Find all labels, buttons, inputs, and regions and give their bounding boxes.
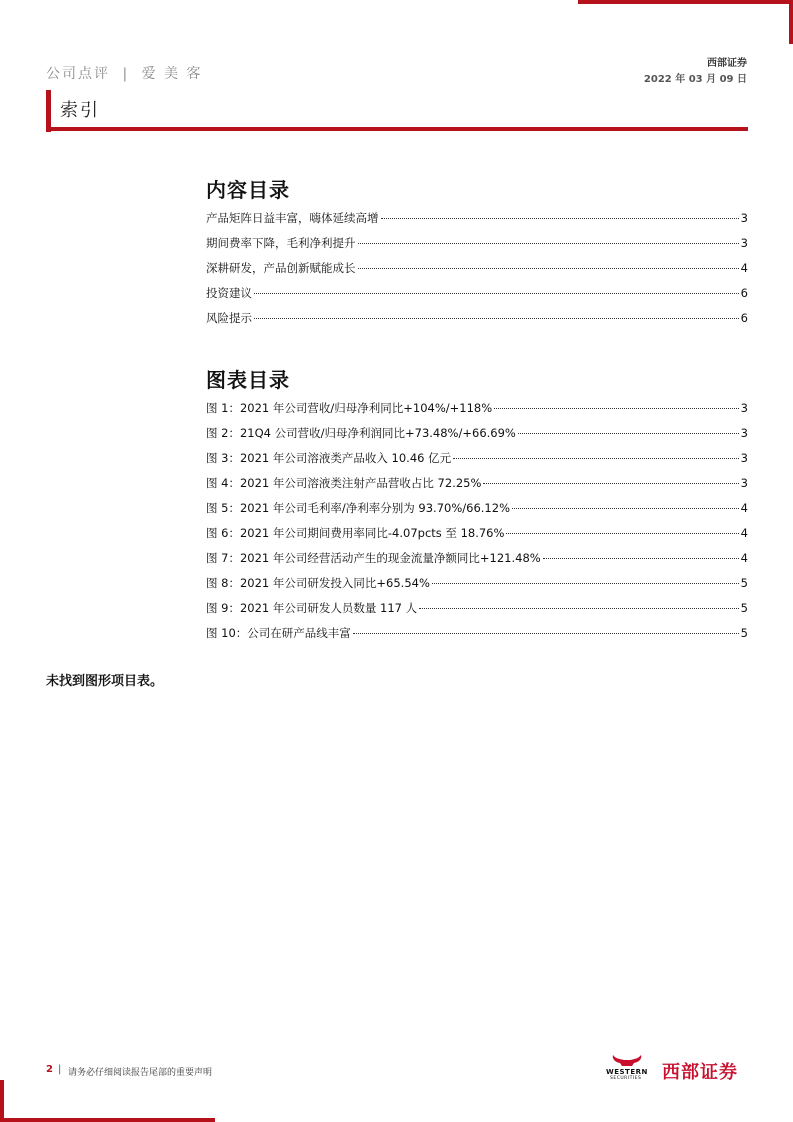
toc-entry-label: 投资建议	[206, 286, 252, 300]
toc-entry[interactable]	[206, 235, 748, 260]
dot-leader	[453, 458, 739, 459]
logo-chinese-text: 西部证券	[662, 1062, 738, 1083]
toc-entry-page: 3	[740, 236, 748, 250]
report-date: 2022 年 03 月 09 日	[643, 74, 747, 85]
toc-entry[interactable]	[206, 310, 748, 335]
figure-entry[interactable]	[206, 425, 748, 450]
figure-entry[interactable]	[206, 550, 748, 575]
figure-entry[interactable]	[206, 600, 748, 625]
figure-entry-label: 图 4：2021 年公司溶液类注射产品营收占比 72.25%	[206, 476, 482, 490]
toc-entry[interactable]	[206, 285, 748, 310]
toc-entry-label: 深耕研发，产品创新赋能成长	[206, 261, 356, 275]
dot-leader	[512, 508, 739, 509]
figure-entry[interactable]	[206, 575, 748, 600]
figure-entry-label: 图 7：2021 年公司经营活动产生的现金流量净额同比+121.48%	[206, 551, 541, 565]
toc-entry-page: 6	[740, 311, 748, 325]
contents-list	[206, 210, 748, 335]
figure-entry[interactable]	[206, 400, 748, 425]
figure-entry[interactable]	[206, 500, 748, 525]
company-logo	[606, 1054, 748, 1084]
toc-entry-label: 产品矩阵日益丰富，嗨体延续高增	[206, 211, 379, 225]
figure-entry-label: 图 8：2021 年公司研发投入同比+65.54%	[206, 576, 430, 590]
toc-entry[interactable]	[206, 210, 748, 235]
figure-entry-page: 3	[740, 426, 748, 440]
dot-leader	[381, 218, 739, 219]
header-brand: 西部证券	[707, 58, 747, 69]
figure-entry-page: 4	[740, 551, 748, 565]
logo-english-subtext: SECURITIES	[610, 1076, 642, 1081]
toc-entry-page: 4	[740, 261, 748, 275]
dot-leader	[419, 608, 739, 609]
figure-entry-label: 图 6：2021 年公司期间费用率同比-4.07pcts 至 18.76%	[206, 526, 505, 540]
dot-leader	[432, 583, 739, 584]
page-number: 2	[46, 1064, 53, 1075]
figure-entry-page: 4	[740, 501, 748, 515]
figure-entry-page: 4	[740, 526, 748, 540]
section-rule	[46, 127, 748, 131]
figure-entry-label: 图 1：2021 年公司营收/归母净利同比+104%/+118%	[206, 401, 493, 415]
section-accent-bar	[46, 90, 51, 132]
figure-entry[interactable]	[206, 450, 748, 475]
figure-entry-page: 5	[740, 626, 748, 640]
figure-entry-label: 图 3：2021 年公司溶液类产品收入 10.46 亿元	[206, 451, 452, 465]
dot-leader	[518, 433, 739, 434]
dot-leader	[254, 318, 739, 319]
figure-entry-page: 3	[740, 401, 748, 415]
toc-entry-label: 风险提示	[206, 311, 252, 325]
dot-leader	[506, 533, 738, 534]
figure-entry[interactable]	[206, 625, 748, 650]
report-type: 公司点评	[46, 66, 110, 82]
dot-leader	[483, 483, 738, 484]
figures-list	[206, 400, 748, 650]
dot-leader	[494, 408, 739, 409]
toc-entry[interactable]	[206, 260, 748, 285]
toc-entry-page: 3	[740, 211, 748, 225]
figures-heading: 图表目录	[206, 368, 290, 392]
section-title: 索引	[60, 100, 100, 121]
figure-entry-page: 3	[740, 451, 748, 465]
dot-leader	[358, 268, 739, 269]
dot-leader	[353, 633, 739, 634]
toc-entry-page: 6	[740, 286, 748, 300]
bottom-left-corner-frame	[0, 1080, 215, 1122]
toc-entry-label: 期间费率下降，毛利净利提升	[206, 236, 356, 250]
figure-entry-page: 5	[740, 576, 748, 590]
logo-english-text: WESTERN	[606, 1068, 648, 1076]
figure-entry-page: 5	[740, 601, 748, 615]
dot-leader	[358, 243, 739, 244]
figure-entry-label: 图 2：21Q4 公司营收/归母净利润同比+73.48%/+66.69%	[206, 426, 516, 440]
dot-leader	[254, 293, 739, 294]
figure-entry[interactable]	[206, 475, 748, 500]
figure-entry-label: 图 10：公司在研产品线丰富	[206, 626, 351, 640]
contents-heading: 内容目录	[206, 178, 290, 202]
header-left	[46, 63, 203, 83]
figure-entry-label: 图 9：2021 年公司研发人员数量 117 人	[206, 601, 418, 615]
dot-leader	[543, 558, 739, 559]
header-separator: |	[122, 66, 130, 82]
tables-not-found-notice: 未找到图形项目表。	[46, 674, 164, 689]
top-right-corner-frame	[578, 0, 793, 44]
figure-entry-page: 3	[740, 476, 748, 490]
figure-entry-label: 图 5：2021 年公司毛利率/净利率分别为 93.70%/66.12%	[206, 501, 510, 515]
disclaimer-note: 请务必仔细阅读报告尾部的重要声明	[68, 1068, 213, 1078]
figure-entry[interactable]	[206, 525, 748, 550]
company-name: 爱 美 客	[141, 66, 203, 82]
footer-separator: |	[58, 1064, 62, 1075]
